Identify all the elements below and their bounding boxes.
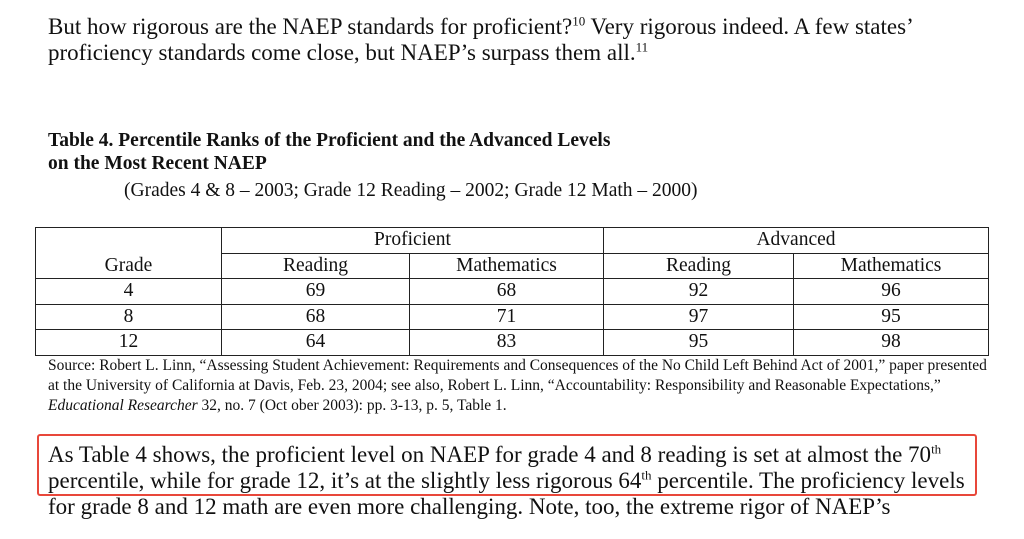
intro-text-a: But how rigorous are the NAEP standards for proficient?	[48, 14, 573, 39]
intro-paragraph	[48, 14, 998, 66]
source-journal: Educational Researcher	[48, 397, 198, 414]
table-cell: 71	[410, 304, 604, 330]
table-group-header-row	[36, 228, 989, 254]
table-cell: 95	[794, 304, 989, 330]
table-cell: 95	[604, 330, 794, 356]
table-cell: 12	[36, 330, 222, 356]
footnote-ref-11[interactable]: 11	[635, 39, 649, 55]
table-cell: 68	[222, 304, 410, 330]
closing-text-b: percentile, while for grade 12, it’s at the slightly less rigorous 64	[48, 468, 642, 493]
table-row	[36, 279, 989, 305]
table-cell: 4	[36, 279, 222, 305]
column-header-grade: Grade	[36, 253, 222, 279]
table-cell: 68	[410, 279, 604, 305]
table-cell: 8	[36, 304, 222, 330]
intro-text-b: Very rigorous indeed. A few states’ proficiency standards come close, but NAEP’s surpass them all.	[48, 14, 913, 65]
table-title	[48, 129, 610, 175]
column-header-advanced-math: Mathematics	[794, 253, 989, 279]
group-header-advanced: Advanced	[604, 228, 989, 254]
table-corner-cell	[36, 228, 222, 254]
group-header-proficient: Proficient	[222, 228, 604, 254]
closing-text-a: As Table 4 shows, the proficient level on NAEP for grade 4 and 8 reading is set at almost the 70	[48, 442, 932, 467]
footnote-ref-10[interactable]: 10	[572, 13, 586, 29]
closing-paragraph	[48, 442, 988, 520]
table-row	[36, 330, 989, 356]
closing-text-c: percentile. The proficiency levels for grade 8 and 12 math are even more challenging. Note, too, the extreme rigor of NAEP’s	[48, 468, 965, 519]
table-subtitle: (Grades 4 & 8 – 2003; Grade 12 Reading – 2002; Grade 12 Math – 2000)	[124, 180, 698, 201]
table-cell: 97	[604, 304, 794, 330]
table-title-line2: on the Most Recent NAEP	[48, 153, 267, 174]
ordinal-suffix: th	[931, 441, 942, 457]
table-cell: 96	[794, 279, 989, 305]
source-text-b: 32, no. 7 (Oct ober 2003): pp. 3-13, p. 5, Table 1.	[197, 397, 507, 414]
column-header-proficient-reading: Reading	[222, 253, 410, 279]
table-row	[36, 304, 989, 330]
ordinal-suffix: th	[641, 467, 652, 483]
table-title-line1: Table 4. Percentile Ranks of the Proficient and the Advanced Levels	[48, 130, 611, 151]
column-header-advanced-reading: Reading	[604, 253, 794, 279]
table-cell: 83	[410, 330, 604, 356]
source-text-a: Source: Robert L. Linn, “Assessing Student Achievement: Requirements and Consequences of the No Child Left Behind Act of 2001,” paper presented at the University of California at Davis, Feb. 23, 2004; see also, Robert L. Linn, “Accountability: Responsibility and Reasonable Expectations,”	[48, 357, 987, 394]
percentile-table	[35, 227, 989, 356]
table-cell: 69	[222, 279, 410, 305]
column-header-proficient-math: Mathematics	[410, 253, 604, 279]
table-cell: 64	[222, 330, 410, 356]
table-cell: 98	[794, 330, 989, 356]
table-cell: 92	[604, 279, 794, 305]
source-note	[48, 356, 988, 416]
table-column-header-row	[36, 253, 989, 279]
